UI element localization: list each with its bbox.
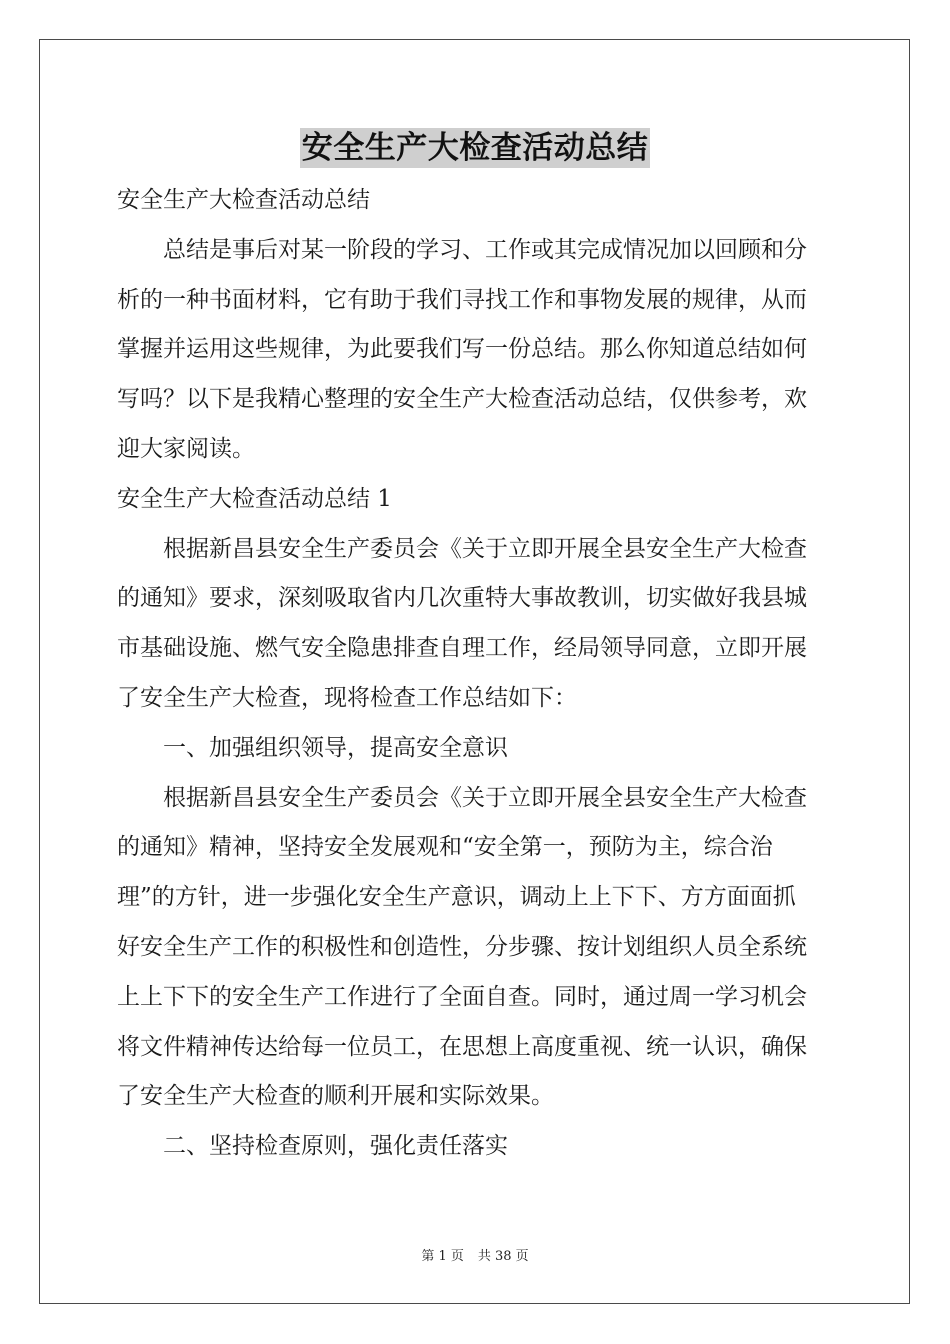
page-footer bbox=[0, 1248, 950, 1266]
paragraph-line: 写吗？以下是我精心整理的安全生产大检查活动总结，仅供参考，欢 bbox=[117, 386, 807, 413]
paragraph-line: 市基础设施、燃气安全隐患排查自理工作，经局领导同意，立即开展 bbox=[117, 635, 807, 662]
subsection-heading: 一、加强组织领导，提高安全意识 bbox=[163, 734, 508, 761]
section-heading: 安全生产大检查活动总结 1 bbox=[117, 485, 392, 512]
page-number: 第 1 页 bbox=[421, 1249, 464, 1264]
title-container bbox=[0, 128, 950, 168]
paragraph-line: 掌握并运用这些规律，为此要我们写一份总结。那么你知道总结如何 bbox=[117, 336, 807, 363]
paragraph-line: 上上下下的安全生产工作进行了全面自查。同时，通过周一学习机会 bbox=[117, 983, 807, 1010]
paragraph-line: 根据新昌县安全生产委员会《关于立即开展全县安全生产大检查 bbox=[163, 784, 807, 811]
document-title: 安全生产大检查活动总结 bbox=[301, 130, 649, 166]
subsection-heading: 二、坚持检查原则，强化责任落实 bbox=[163, 1133, 508, 1160]
document-body bbox=[117, 176, 833, 1172]
paragraph-line: 理”的方针，进一步强化安全生产意识，调动上上下下、方方面面抓 bbox=[117, 884, 796, 911]
paragraph-line: 的通知》精神，坚持安全发展观和“安全第一，预防为主，综合治 bbox=[117, 834, 773, 861]
paragraph-line: 好安全生产工作的积极性和创造性，分步骤、按计划组织人员全系统 bbox=[117, 933, 807, 960]
paragraph-line: 将文件精神传达给每一位员工，在思想上高度重视、统一认识，确保 bbox=[117, 1033, 807, 1060]
paragraph-line: 了安全生产大检查的顺利开展和实际效果。 bbox=[117, 1083, 554, 1110]
page-total: 共 38 页 bbox=[477, 1249, 529, 1264]
paragraph-line: 的通知》要求，深刻吸取省内几次重特大事故教训，切实做好我县城 bbox=[117, 585, 807, 612]
subtitle-line: 安全生产大检查活动总结 bbox=[117, 187, 370, 213]
paragraph-line: 析的一种书面材料，它有助于我们寻找工作和事物发展的规律，从而 bbox=[117, 286, 807, 313]
paragraph-line: 根据新昌县安全生产委员会《关于立即开展全县安全生产大检查 bbox=[163, 535, 807, 562]
paragraph-line: 总结是事后对某一阶段的学习、工作或其完成情况加以回顾和分 bbox=[163, 236, 807, 263]
paragraph-line: 迎大家阅读。 bbox=[117, 435, 255, 462]
paragraph-line: 了安全生产大检查，现将检查工作总结如下： bbox=[117, 684, 577, 711]
